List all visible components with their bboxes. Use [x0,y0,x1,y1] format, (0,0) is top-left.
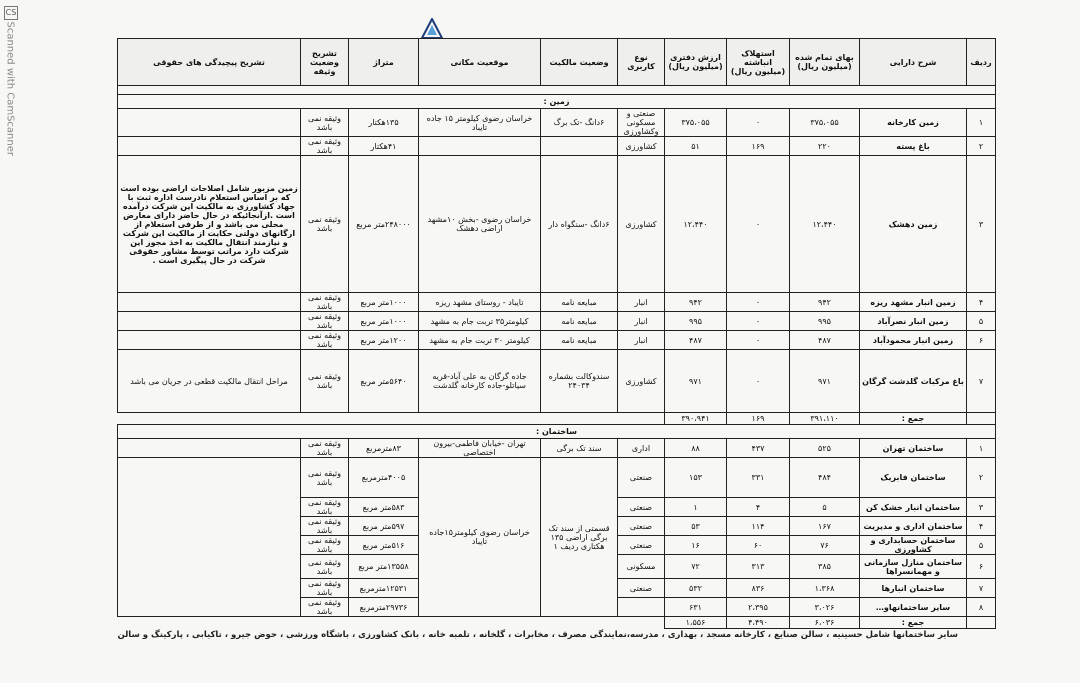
cell-usage [618,598,665,617]
cell-area: ۵۸۳متر مربع [349,498,419,517]
watermark-text: Scanned with CamScanner [4,21,16,156]
spacer-row [118,86,996,95]
cell-book-value: ۹۴۲ [665,293,727,312]
cell-depreciation: ۶۰ [727,536,790,555]
cell-total-depreciation: ۴،۴۹۰ [727,617,790,629]
cell-collateral: وثیقه نمی باشد [301,458,349,498]
cell-usage: انبار [618,293,665,312]
cell-location: خراسان رضوی -بخش ۱۰مشهد اراضی دهشک [419,156,541,293]
cell-row-number: ۴ [967,517,996,536]
cell-total-depreciation: ۱۶۹ [727,413,790,425]
table-row [118,293,996,312]
cell-collateral: وثیقه نمی باشد [301,598,349,617]
cell-depreciation: ۱۱۴ [727,517,790,536]
header-asset: شرح دارایی [860,39,967,86]
table-header-row [118,39,996,86]
cell-row-number: ۶ [967,555,996,579]
cell-book-value: ۱۶ [665,536,727,555]
cell-asset: ساختمان منازل سازمانی و مهمانسراها [860,555,967,579]
cell-asset: زمین انبار نصرآباد [860,312,967,331]
cell-usage: کشاورزی [618,137,665,156]
cell-cost: ۴۸۴ [790,458,860,498]
cell-collateral: وثیقه نمی باشد [301,517,349,536]
cell-depreciation: ۰ [727,331,790,350]
cell-usage: صنعتی و مسکونی وکشاورزی [618,109,665,137]
cell-collateral: وثیقه نمی باشد [301,579,349,598]
cell-area: ۲۴۸۰۰۰متر مربع [349,156,419,293]
cell-asset: ساختمان اداری و مدیریت [860,517,967,536]
cell-row-number: ۶ [967,331,996,350]
cell-asset: ساختمان حسابداری و کشاورزی [860,536,967,555]
table-row [118,156,996,293]
cell-cost: ۹۷۱ [790,350,860,413]
header-book-value: ارزش دفتری (میلیون ریال) [665,39,727,86]
cell-total-book-value: ۳۹۰،۹۴۱ [665,413,727,425]
cell-cost: ۴۸۷ [790,331,860,350]
cell-book-value: ۷۲ [665,555,727,579]
cell-area: ۱۲۵۳۱مترمربع [349,579,419,598]
cell-book-value: ۱۲،۴۴۰ [665,156,727,293]
cell-cost: ۳۷۵،۰۵۵ [790,109,860,137]
cell-book-value: ۹۷۱ [665,350,727,413]
cell-collateral: وثیقه نمی باشد [301,137,349,156]
cell-location: کیلومتر۳۵ تربت جام به مشهد [419,312,541,331]
cell-asset: زمین انبار مشهد ریزه [860,293,967,312]
cell-ownership: مبایعه نامه [541,312,618,331]
cell-book-value: ۵۳۲ [665,579,727,598]
cell-legal [118,293,301,312]
header-collateral: تشریح وضعیت وثیقه [301,39,349,86]
cell-book-value: ۹۹۵ [665,312,727,331]
cell-row-number: ۵ [967,312,996,331]
cell-asset: ساختمان فابریک [860,458,967,498]
cell-collateral: وثیقه نمی باشد [301,498,349,517]
cell-book-value: ۶۳۱ [665,598,727,617]
cell-depreciation: ۴ [727,498,790,517]
cell-location: خراسان رضوی کیلومتر ۱۵ جاده تایباد [419,109,541,137]
cell-depreciation: ۰ [727,312,790,331]
cell-usage: صنعتی [618,517,665,536]
cell-asset: ساختمان انبار خشک کن [860,498,967,517]
cell-legal: مراحل انتقال مالکیت قطعی در جریان می باشد [118,350,301,413]
cell-book-value: ۵۱ [665,137,727,156]
cell-depreciation: ۰ [727,350,790,413]
cell-row-number: ۷ [967,350,996,413]
cell-total-cost: ۶،۰۳۶ [790,617,860,629]
land-total-row [118,413,996,425]
header-usage: نوع کاربری [618,39,665,86]
cell-cost: ۷۶ [790,536,860,555]
cell-asset: ساختمان انبارها [860,579,967,598]
cell-usage: صنعتی [618,536,665,555]
cell-legal [118,137,301,156]
cell-asset: باغ مرکبات گلدشت گرگان [860,350,967,413]
cell-usage: انبار [618,312,665,331]
cell-ownership: مبایعه نامه [541,293,618,312]
table-row [118,350,996,413]
cell-usage: کشاورزی [618,156,665,293]
cell-area: ۱۰۰۰متر مربع [349,293,419,312]
cell-ownership: ۶دانگ -سنگواه دار [541,156,618,293]
camscanner-watermark [3,6,17,156]
cell-area: ۱۳۵۵۸متر مربع [349,555,419,579]
cell-book-value: ۳۷۵،۰۵۵ [665,109,727,137]
cell-usage: کشاورزی [618,350,665,413]
cell-asset: زمین دهشک [860,156,967,293]
section-land-label: زمین : [118,95,996,109]
cell-cost: ۵ [790,498,860,517]
header-row-number: ردیف [967,39,996,86]
cell-collateral: وثیقه نمی باشد [301,536,349,555]
table-row [118,331,996,350]
cell-area: ۵۹۷متر مربع [349,517,419,536]
cell-cost: ۱۶۷ [790,517,860,536]
cell-cost: ۳۸۵ [790,555,860,579]
cell-ownership: مبایعه نامه [541,331,618,350]
section-buildings [118,425,996,439]
cell-legal [118,458,301,617]
cell-asset: زمین انبار محمودآباد [860,331,967,350]
cell-legal: زمین مزبور شامل اصلاحات اراضی بوده است که بر اساس استعلام نادرست اداره ثبت با جهاد کشاورزی به مالکیت این شرکت درآمده است .ازآنجائیکه در حال حاضر دارای معارض محلی می باشد و از طرفی استعلام از ارگانهای دولتی حکایت از مالکیت این شرکت و نیازمند انتقال مالکیت به اخذ مجوز این شرکت دارد مراتب توسط مشاور حقوقی شرکت در حال پیگیری است . [118,156,301,293]
cell-depreciation: ۰ [727,293,790,312]
cell-legal [118,109,301,137]
cell-location: تهران -خیابان فاطمی-بیرون اختصاصی [419,439,541,458]
cell-book-value: ۱ [665,498,727,517]
cell-ownership-shared: قسمتی از سند تک برگی اراضی ۱۳۵ هکتاری ردیف ۱ [541,458,618,617]
cell-depreciation: ۳۳۱ [727,458,790,498]
cell-row-number: ۵ [967,536,996,555]
cell-total-label: جمع : [860,413,967,425]
cell-depreciation: ۲،۳۹۵ [727,598,790,617]
cell-cost: ۱،۳۶۸ [790,579,860,598]
cell-location: کیلومتر ۳۰ تربت جام به مشهد [419,331,541,350]
cell-cost: ۱۲،۴۴۰ [790,156,860,293]
cell-area: ۴۰۰۵مترمربع [349,458,419,498]
cell-area: ۵۶۴۰متر مربع [349,350,419,413]
table-row [118,458,996,498]
cell-area: ۸۳مترمربع [349,439,419,458]
header-depreciation: استهلاک انباشته (میلیون ریال) [727,39,790,86]
cell-ownership: سند تک برگی [541,439,618,458]
cell-book-value: ۴۸۷ [665,331,727,350]
cell-row-number: ۸ [967,598,996,617]
cell-cost: ۹۹۵ [790,312,860,331]
table-row [118,137,996,156]
cell-legal [118,331,301,350]
cell-area: ۱۳۵هکتار [349,109,419,137]
cell-cost: ۳،۰۲۶ [790,598,860,617]
cell-ownership [541,137,618,156]
cell-collateral: وثیقه نمی باشد [301,555,349,579]
cell-book-value: ۸۸ [665,439,727,458]
camscanner-icon: CS [4,6,18,20]
section-land [118,95,996,109]
cell-depreciation: ۰ [727,109,790,137]
cell-row-number: ۳ [967,156,996,293]
header-location: موقعیت مکانی [419,39,541,86]
cell-usage: مسکونی [618,555,665,579]
table-row [118,312,996,331]
cell-row-number: ۴ [967,293,996,312]
cell-area: ۲۹۷۳۶مترمربع [349,598,419,617]
cell-depreciation: ۳۱۳ [727,555,790,579]
cell-legal [118,312,301,331]
footer-note: سایر ساختمانها شامل حسینیه ، سالن صنایع ، کارخانه مسجد ، بهداری ، مدرسه،نمایندگی مصرف ، مخابرات ، گلخانه ، تلمبه خانه ، بانک کشاورزی ، باشگاه ورزشی ، حوض جیرو ، تاکیابی ، پارکینگ و سالن [117,630,958,640]
cell-total-cost: ۳۹۱،۱۱۰ [790,413,860,425]
cell-collateral: وثیقه نمی باشد [301,331,349,350]
cell-total-book-value: ۱،۵۵۶ [665,617,727,629]
cell-collateral: وثیقه نمی باشد [301,312,349,331]
cell-asset: زمین کارخانه [860,109,967,137]
cell-collateral: وثیقه نمی باشد [301,156,349,293]
cell-ownership: ۶دانگ -تک برگ [541,109,618,137]
cell-depreciation: ۸۳۶ [727,579,790,598]
header-area: متراژ [349,39,419,86]
cell-usage: اداری [618,439,665,458]
cell-usage: انبار [618,331,665,350]
cell-total-label: جمع : [860,617,967,629]
cell-collateral: وثیقه نمی باشد [301,293,349,312]
table-row [118,439,996,458]
cell-cost: ۹۴۲ [790,293,860,312]
cell-area: ۱۲۰۰متر مربع [349,331,419,350]
buildings-total-row [118,617,996,629]
cell-location [419,137,541,156]
cell-row-number: ۱ [967,109,996,137]
cell-location: تایباد - روستای مشهد ریزه [419,293,541,312]
cell-usage: صنعتی [618,579,665,598]
table-row [118,109,996,137]
asset-table [117,38,996,629]
cell-depreciation: ۰ [727,156,790,293]
cell-location: جاده گرگان به علی آباد-قریه سیاتلو-جاده کارخانه گلدشت [419,350,541,413]
cell-row-number: ۲ [967,458,996,498]
cell-collateral: وثیقه نمی باشد [301,109,349,137]
cell-usage: صنعتی [618,458,665,498]
cell-location-shared: خراسان رضوی کیلومتر۱۵جاده تایباد [419,458,541,617]
cell-row-number: ۳ [967,498,996,517]
cell-depreciation: ۴۳۷ [727,439,790,458]
bourse-logo-icon [420,18,444,40]
cell-asset: ساختمان تهران [860,439,967,458]
cell-book-value: ۵۳ [665,517,727,536]
cell-row-number: ۱ [967,439,996,458]
cell-area: ۴۱هکتار [349,137,419,156]
header-legal: تشریح پیچیدگی های حقوقی [118,39,301,86]
cell-usage: صنعتی [618,498,665,517]
cell-ownership: سندوکالت بشماره ۲۴۰۳۴ [541,350,618,413]
header-cost: بهای تمام شده (میلیون ریال) [790,39,860,86]
cell-collateral: وثیقه نمی باشد [301,439,349,458]
cell-cost: ۲۲۰ [790,137,860,156]
cell-cost: ۵۲۵ [790,439,860,458]
cell-asset: سایر ساختمانهاو… [860,598,967,617]
section-buildings-label: ساختمان : [118,425,996,439]
cell-collateral: وثیقه نمی باشد [301,350,349,413]
cell-legal [118,439,301,458]
cell-book-value: ۱۵۳ [665,458,727,498]
cell-row-number: ۷ [967,579,996,598]
cell-depreciation: ۱۶۹ [727,137,790,156]
cell-row-number: ۲ [967,137,996,156]
cell-area: ۱۰۰۰متر مربع [349,312,419,331]
header-ownership: وضعیت مالکیت [541,39,618,86]
cell-area: ۵۱۶متر مربع [349,536,419,555]
cell-asset: باغ پسته [860,137,967,156]
